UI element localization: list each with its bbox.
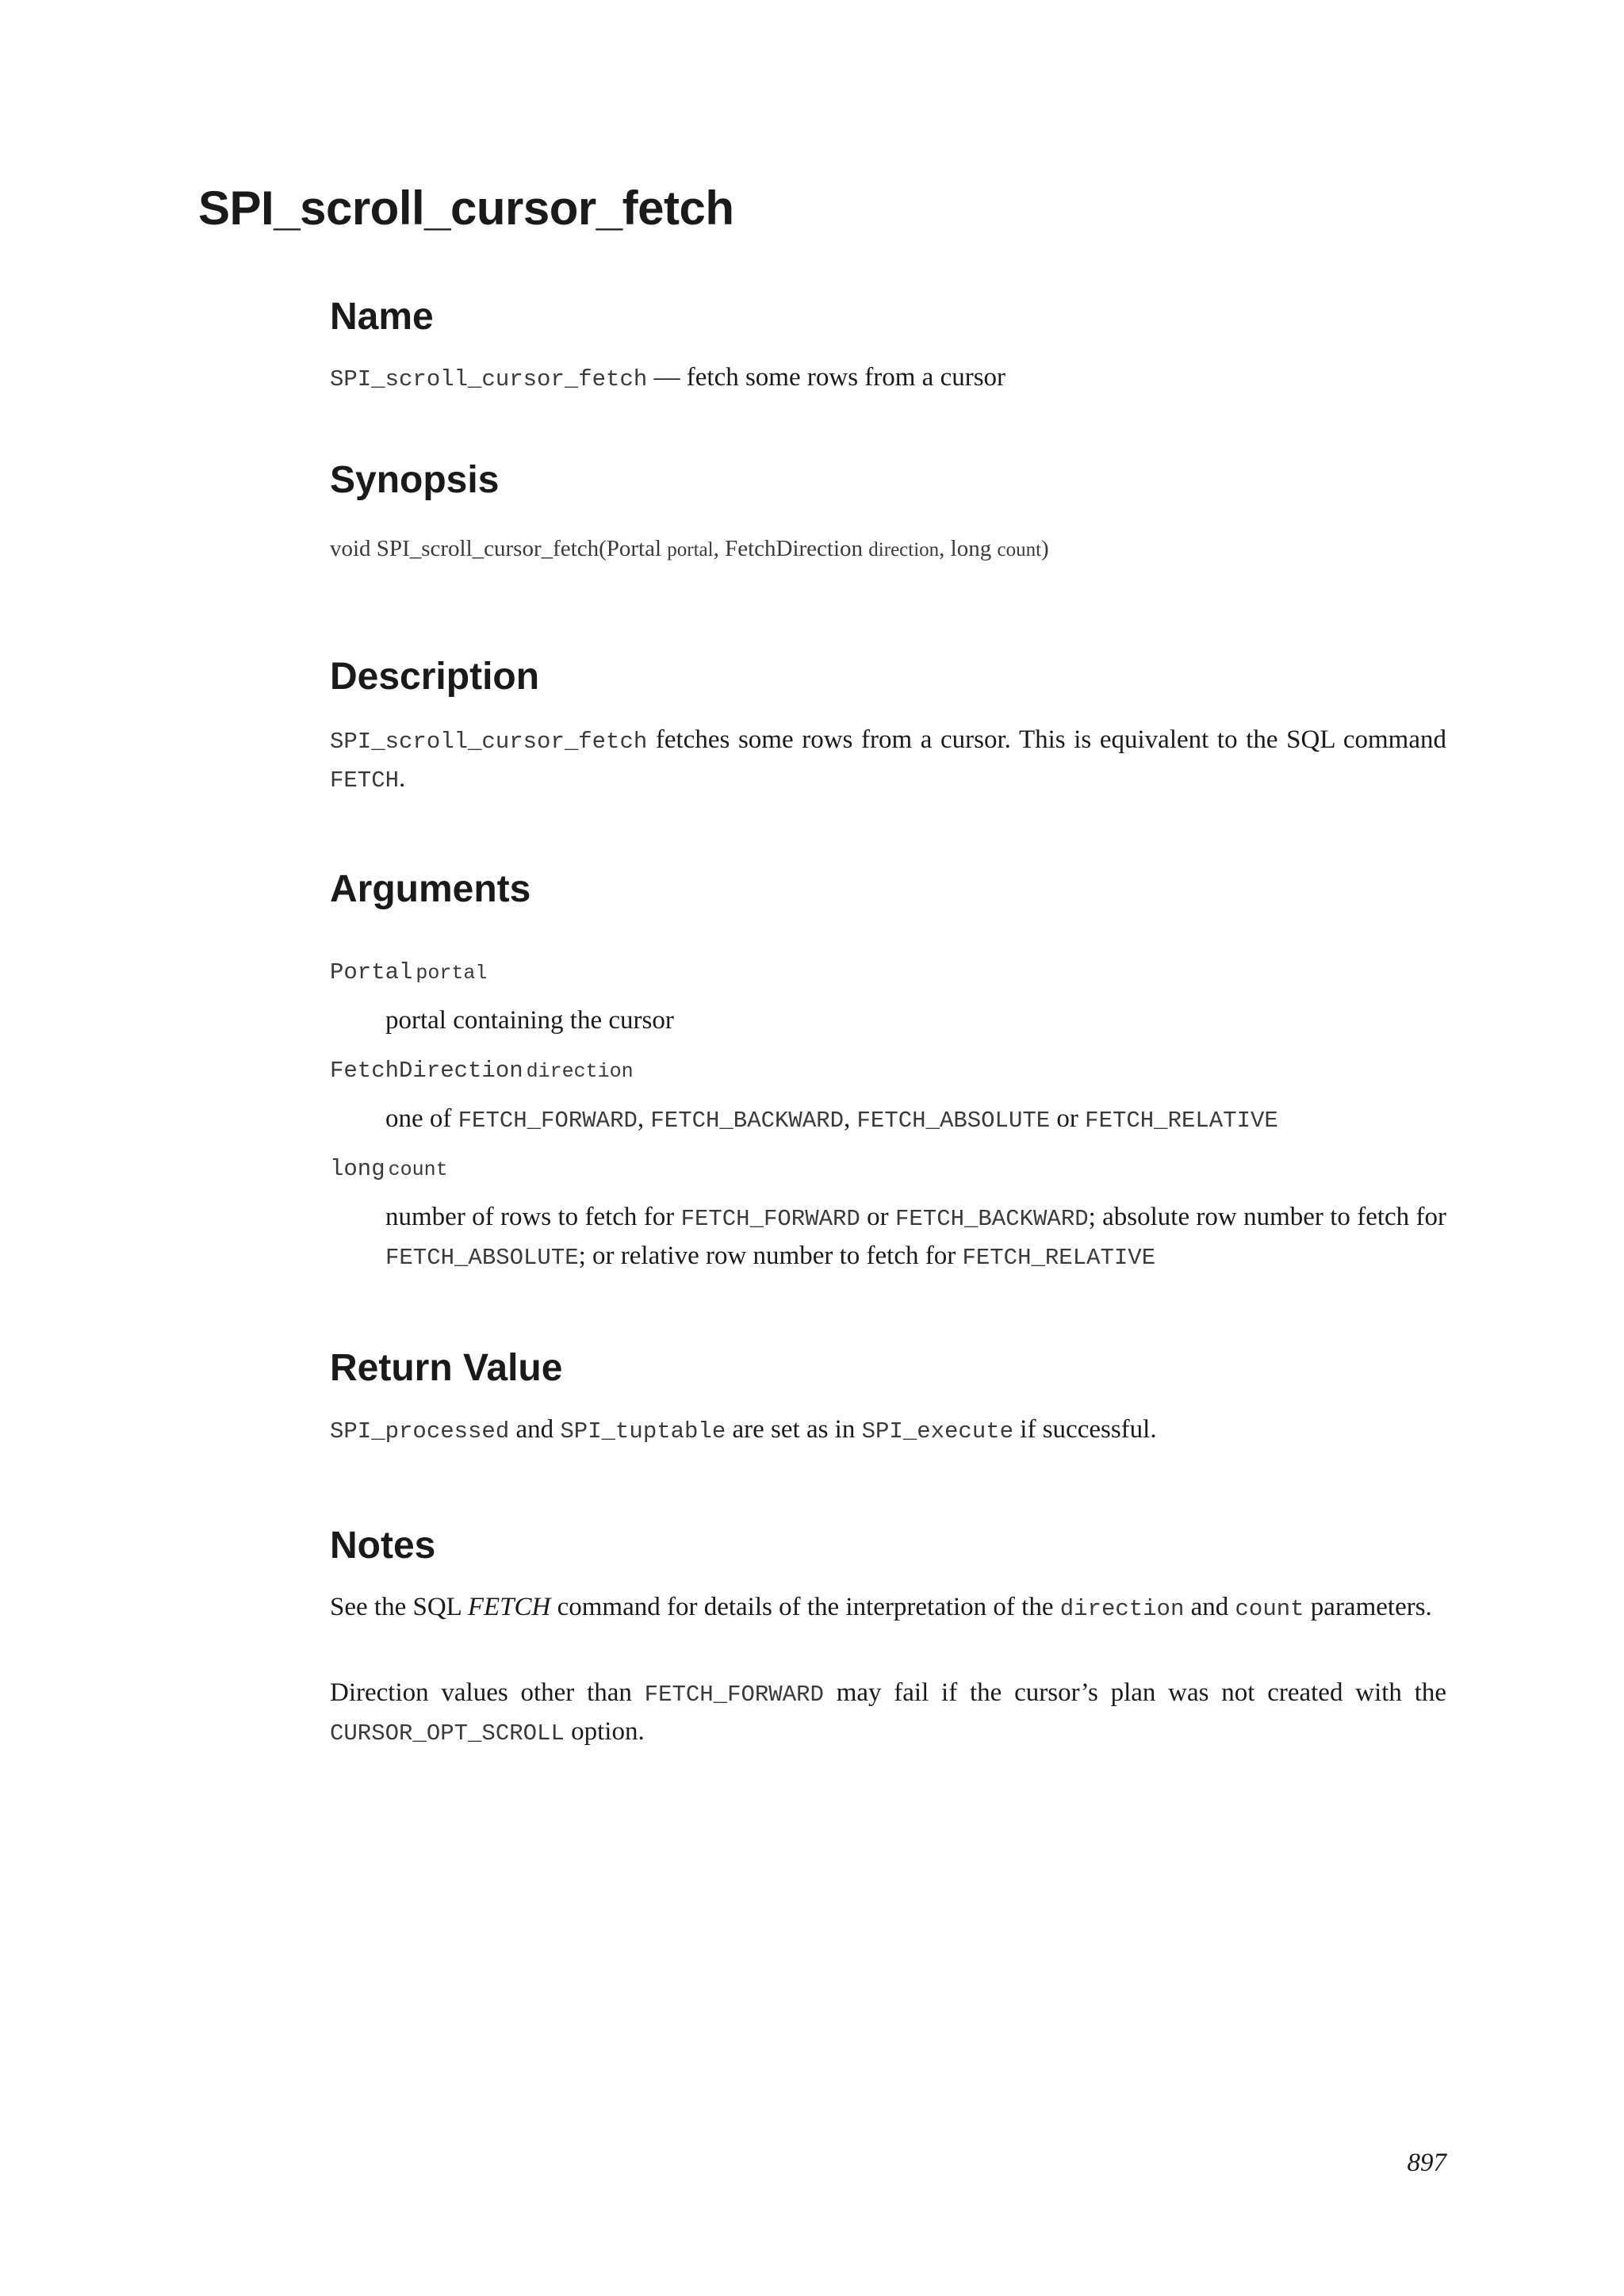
notes-heading: Notes	[330, 1525, 436, 1567]
direction-const-backward: FETCH_BACKWARD	[650, 1108, 845, 1134]
direction-sep-1: ,	[637, 1104, 651, 1133]
description-paragraph	[330, 721, 1446, 799]
name-line	[330, 363, 1005, 392]
return-text-2: are set as in	[726, 1415, 862, 1444]
direction-const-absolute: FETCH_ABSOLUTE	[856, 1108, 1051, 1134]
description-function: SPI_scroll_cursor_fetch	[330, 729, 648, 755]
description-text-2: .	[399, 764, 406, 793]
count-const-absolute: FETCH_ABSOLUTE	[385, 1245, 579, 1271]
notes2-text-1: Direction values other than	[330, 1678, 645, 1707]
name-function: SPI_scroll_cursor_fetch	[330, 366, 648, 392]
direction-desc-prefix: one of	[385, 1104, 458, 1133]
description-text-1: fetches some rows from a cursor. This is equivalent to the SQL command	[647, 725, 1446, 754]
notes-param-direction: direction	[1059, 1596, 1185, 1622]
direction-const-relative: FETCH_RELATIVE	[1085, 1108, 1278, 1134]
argument-term-count	[330, 1156, 448, 1182]
return-text-3: if successful.	[1013, 1415, 1157, 1444]
argument-name: count	[388, 1158, 448, 1181]
return-const-execute: SPI_execute	[861, 1418, 1014, 1445]
notes2-const-scroll: CURSOR_OPT_SCROLL	[330, 1720, 565, 1747]
argument-term-portal	[330, 959, 487, 985]
description-heading: Description	[330, 656, 540, 698]
name-dash: —	[647, 363, 687, 392]
notes-text-3: and	[1184, 1593, 1235, 1621]
count-text-1: number of rows to fetch for	[385, 1203, 681, 1231]
synopsis-sig-mid2: , long	[939, 536, 998, 561]
synopsis-sig-mid1: , FetchDirection	[713, 536, 869, 561]
argument-desc-direction	[385, 1100, 1446, 1139]
synopsis-heading: Synopsis	[330, 459, 500, 501]
count-const-relative: FETCH_RELATIVE	[962, 1245, 1156, 1271]
notes-paragraph-1	[330, 1589, 1446, 1628]
notes2-text-3: option.	[564, 1717, 645, 1746]
synopsis-param-direction: direction	[868, 539, 940, 561]
notes-fetch-command: FETCH	[467, 1593, 551, 1621]
notes-param-count: count	[1235, 1596, 1304, 1622]
notes-text-2: command for details of the interpretation of the	[550, 1593, 1060, 1621]
page-title: SPI_scroll_cursor_fetch	[198, 182, 734, 235]
synopsis-sig-end: )	[1041, 536, 1049, 561]
count-text-3: ; absolute row number to fetch for	[1088, 1203, 1446, 1231]
synopsis-signature	[330, 536, 1049, 562]
count-text-4: ; or relative row number to fetch for	[578, 1242, 963, 1270]
return-value-paragraph	[330, 1411, 1446, 1450]
count-const-forward: FETCH_FORWARD	[680, 1206, 860, 1232]
notes2-text-2: may fail if the cursor’s plan was not created with the	[823, 1678, 1447, 1707]
name-purpose: fetch some rows from a cursor	[686, 363, 1006, 392]
synopsis-param-count: count	[997, 539, 1042, 561]
return-text-1: and	[509, 1415, 561, 1444]
argument-type: long	[330, 1156, 385, 1182]
argument-name: portal	[416, 962, 488, 985]
direction-const-forward: FETCH_FORWARD	[458, 1108, 638, 1134]
notes-paragraph-2	[330, 1674, 1446, 1752]
synopsis-param-portal: portal	[667, 539, 714, 561]
argument-name: direction	[526, 1060, 634, 1083]
return-const-tuptable: SPI_tuptable	[560, 1418, 726, 1445]
argument-term-direction	[330, 1058, 634, 1084]
argument-type: FetchDirection	[330, 1058, 523, 1084]
page-number: 897	[1407, 2149, 1446, 2177]
return-value-heading: Return Value	[330, 1347, 563, 1389]
arguments-heading: Arguments	[330, 868, 531, 910]
argument-type: Portal	[330, 959, 413, 985]
direction-sep-3: or	[1050, 1104, 1086, 1133]
count-const-backward: FETCH_BACKWARD	[894, 1206, 1089, 1232]
count-text-2: or	[860, 1203, 895, 1231]
description-command: FETCH	[330, 767, 400, 794]
direction-sep-2: ,	[844, 1104, 857, 1133]
argument-desc-count	[385, 1199, 1446, 1276]
name-heading: Name	[330, 296, 434, 338]
argument-desc-portal: portal containing the cursor	[385, 1006, 674, 1035]
synopsis-sig-start: void SPI_scroll_cursor_fetch(Portal	[330, 536, 668, 561]
notes-text-4: parameters.	[1304, 1593, 1432, 1621]
notes-text-1: See the SQL	[330, 1593, 468, 1621]
return-const-processed: SPI_processed	[330, 1418, 510, 1445]
notes2-const-forward: FETCH_FORWARD	[644, 1682, 824, 1708]
